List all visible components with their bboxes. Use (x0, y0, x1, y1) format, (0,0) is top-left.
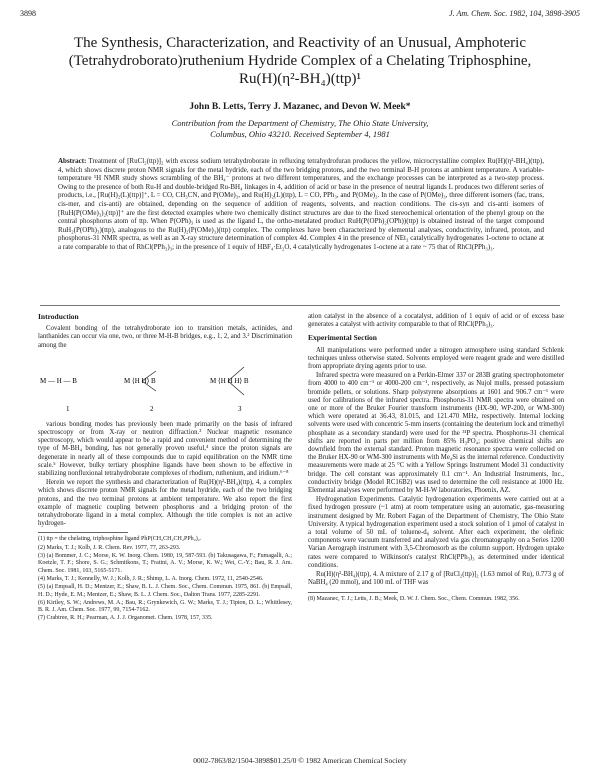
structure-2-formula: M ⟨H H⟩ B (124, 376, 156, 385)
affiliation (0, 118, 600, 140)
abstract-label: Abstract: (58, 157, 87, 165)
structure-1-formula: M — H — B (40, 376, 77, 385)
footnote: (8) Mazanec, T. J.; Letts, J. B.; Meek, D. W. J. Chem. Soc., Chem. Commun. 1982, 356. (308, 595, 520, 602)
footnote-divider (308, 592, 398, 593)
page-header (20, 9, 580, 21)
paper-authors: John B. Letts, Terry J. Mazanec, and Devon W. Meek* (189, 102, 411, 112)
footnote: (6) Kirtley, S. W.; Andrews, M. A.; Bau, R.; Grynkewich, G. W.; Marks, T. J.; Tipton, D. L.; Whittlesey, B. R. J. Am. Chem. Soc. 1977, 99, 7154-7162. (38, 599, 292, 614)
intro-continuation: ation catalyst in the absence of a cocatalyst, addition of 1 equiv of acid or of excess base generates a catalyst with activity comparable to that of RhCl(PPh₃)₃. (308, 313, 564, 329)
copyright-footer: 0002-7863/82/1504-3898$01.25/0 © 1982 American Chemical Society (193, 756, 407, 765)
introduction-heading: Introduction (38, 312, 79, 321)
intro-paragraph-2: various bonding modes has previously been made primarily on the basis of infrared spectroscopy or from X-ray or neutron diffraction.³ Nuclear magnetic resonance spectroscopy, which would appear to be a rapid and convenient method of determining the type of M-BH₄ bonding, has not generally proven useful,⁴ since the proton signals are degenerate in nearly all of these compounds due to rapid equilibration on the NMR time scale.⁵ However, bulky tertiary phosphine ligands have been shown to be effective in stabilizing nonfluxional tetrahydroborate complexes of rhodium, ruthenium, and iridium.⁶⁻⁸ (38, 420, 292, 478)
experimental-heading: Experimental Section (308, 333, 377, 343)
left-column (38, 313, 292, 624)
abstract-text: Treatment of [RuCl₂(ttp)]₂ with excess sodium tetrahydroborate in refluxing tetrahydrofuran produces the yellow, microcrystalline complex Ru(H)(η²-BH₄)(ttp), 4, which shows discrete proton NMR signals for the metal hydride, each of the two bridging protons, and the two terminal B-H protons at ambient temperature. A variable-temperature ¹H NMR study shows scrambling of the BH₄⁻ protons at two different temperatures, and the exchange processes can be interpreted as a two-step process. Owing to the presence of both Ru-H and double-bridged Ru-BH₄ linkages in 4, addition of acid or base in the presence of neutral ligands L produces two different series of products, i.e., [Ru(H)₂(L)(ttp)]⁺, L = CO, CH₃CN, and P(OMe)₃, and Ru(H)₂(L)(ttp), L = CO, PPh₃, and P(OMe)₃. In the case of P(OMe)₃, three different isomers (fac, trans, cis-mer, and cis-anti) are obtained, depending on the sequence of addition of reagents, solvents, and reaction conditions. The cis-syn and cis-anti isomers of [RuH(P(OMe)₃)₂(ttp)]⁺ are the first detected examples where two chemically distinct structures are due to the fixed stereochemical orientation of the phenyl group on the central phosphorus atom of ttp. When P(OPh)₃ is used as the ligand L, the ortho-metalated product RuH(P(OPh)₂(OPh))(ttp) is obtained instead of the target compound RuH₂(P(OPh)₃)(ttp), analogous to the Ru(H)₂(P(OMe)₃)(ttp) complex. The complexes have been characterized by elemental analyses, conductivity, infrared, proton, and phosphorus-31 NMR spectra, as well as an X-ray structure determination of complex 4d. Complex 4 in the presence of NEt₃ catalytically hydrogenates 1-octene to octane at a rate comparable to that of RhCl(PPh₃)₃; in the presence of 1 equiv of HBF₄·Et₂O, 4 catalytically hydrogenates 1-octene at a rate ~ 75 that of RhCl(PPh₃)₃. (58, 157, 544, 251)
section-divider (40, 305, 560, 306)
experimental-paragraph-1: All manipulations were performed under a nitrogen atmosphere using standard Schlenk techniques unless otherwise stated. Solvents employed were reagent grade and were distilled from appropriate drying agents prior to use. (308, 346, 564, 371)
bonding-modes-svg (38, 353, 292, 417)
footnote: (7) Crabtree, R. H.; Pearman, A. J. J. Organomet. Chem. 1978, 157, 335. (38, 615, 213, 622)
structure-3-formula: M ⟨H H H⟩ B (210, 376, 249, 385)
structure-2-label: 2 (150, 404, 154, 413)
abstract (58, 157, 544, 307)
experimental-paragraph-3: Hydrogenation Experiments. Catalytic hydrogenation experiments were carried out at a fixed hydrogen pressure (~1 atm) at room temperature using an automatic, gas-measuring instrument designed by Mr. Robert Fagan of the Department of Chemistry, The Ohio State University. A typical hydrogenation experiment used a stock solution of 1 μmol of catalyst in a total volume of 50 mL of toluene-d₈ solvent. After each experiment, the olefinic components were vacuum transferred and analyzed via gas chromatography on a Series 1200 Varian Aerograph instrument with 3,5-Chromosorb as the column support. Hydrogen uptake rates were compared to Wilkinson's catalyst RhCl(PPh₃)₃ as determined under identical conditions. (308, 496, 564, 569)
experimental-paragraph-4: Ru(H)(η²-BH₄)(ttp), 4. A mixture of 2.17 g of [RuCl₂(ttp)]₂ (1.63 mmol of Ru), 0.773 g of NaBH₄ (20 mmol), and 100 mL of THF was (308, 571, 564, 587)
footnote-divider (38, 532, 128, 533)
structure-1-label: 1 (66, 404, 70, 413)
experimental-paragraph-2: Infrared spectra were measured on a Perkin-Elmer 337 or 283B grating spectrophotometer from 4000 to 400 cm⁻¹ or 4000-200 cm⁻¹, respectively, as Nujol mulls, pressed potassium bromide pellets, or solutions. Sharp polystyrene absorptions at 1601 and 906.7 cm⁻¹ were used for calibrations of the infrared spectra. Phosphorus-31 NMR spectra were obtained on one or more of the Bruker Fourier transform instruments (HX-90, WP-200, or WM-300) which were operated at 36.43, 81.015, and 121.470 MHz, respectively. Internal locking solvents were used with concentric 5-mm inserts (containing the deuterium lock and trimethyl phosphate as a secondary standard) were used for the ³¹P spectra. Phosphorus-31 chemical shifts are reported in parts per million from 85% H₃PO₄; positive chemical shifts are downfield from the external standard. Proton magnetic resonance spectra were collected on the Bruker HX-90 or WM-300 instruments with Me₄Si as the internal reference. Conductivity measurements were made at 25 °C with a Yellow Springs Instrument Model 31 conductivity bridge. The cell constant was approximately 0.1 cm⁻¹. An Industrial Instruments, Inc., conductivity bridge (Model RC16B2) was used to determine the cell resistance at 1000 Hz. Elemental analyses were performed by M-H-W laboratories, Phoenix, AZ. (308, 372, 564, 495)
intro-paragraph-1: Covalent bonding of the tetrahydroborate ion to transition metals, actinides, and lanthanides can occur via one, two, or three M-H-B bridges, e.g., 1, 2, and 3.² Discrimination among the (38, 325, 292, 349)
journal-citation: J. Am. Chem. Soc. 1982, 104, 3898-3905 (449, 9, 580, 18)
footnote: (3) (a) Bommer, J. C.; Morse, K. W. Inorg. Chem. 1980, 19, 587-593. (b) Takusagawa, F.; Fumagalli, A.; Koetzle, T. F.; Shore, S. G.; Schmitkons, T.; Fratini, A. V.; Morse, K. W.; Wei, C.-Y.; Bau, R. J. Am. Chem. Soc. 1981, 103, 5165-5171. (38, 553, 292, 574)
footnote: (1) ttp = the chelating, triphosphine ligand PhP(CH₂CH₂CH₂PPh₂)₂. (38, 536, 202, 543)
page-number: 3898 (20, 9, 36, 18)
paper-title: The Synthesis, Characterization, and Reactivity of an Unusual, Amphoteric (Tetrahydroborato)ruthenium Hydride Complex of a Chelating Triphosphine, Ru(H)(η²-BH₄)(ttp)¹ (68, 35, 532, 87)
footnote: (2) Marks, T. J.; Kolb, J. R. Chem. Rev. 1977, 77, 263-293. (38, 544, 181, 551)
structure-3-label: 3 (238, 404, 242, 413)
affiliation-line-1: Contribution from the Department of Chemistry, The Ohio State University, (171, 118, 429, 128)
footnote: (4) Marks, T. J.; Kennelly, W. J.; Kolb, J. R.; Shimp, L. A. Inorg. Chem. 1972, 11, 2540-2546. (38, 575, 264, 582)
affiliation-line-2: Columbus, Ohio 43210. Received September 4, 1981 (210, 129, 390, 139)
bonding-modes-diagram (38, 353, 292, 417)
footnote: (5) (a) Empsall, H. D.; Mentzer, E.; Shaw, B. L. J. Chem. Soc., Chem. Commun. 1975, 861. (b) Empsall, H. D.; Hyde, E. M.; Mentzer, E.; Shaw, B. L. J. Chem. Soc., Dalton Trans. 1977, 2285-2291. (38, 584, 292, 598)
right-column (308, 313, 564, 604)
intro-paragraph-3: Herein we report the synthesis and characterization of Ru(H)(η²-BH₄)(ttp), 4, a complex which shows discrete proton NMR signals for the metal hydride, each of the two bridging protons, and the two terminal protons at ambient temperature. We also report the first example of magnetic coupling between phosphorus and a bridging proton of the tetrahydroborate ligand in a metal complex. Although the title complex is not an active hydrogen- (38, 479, 292, 528)
